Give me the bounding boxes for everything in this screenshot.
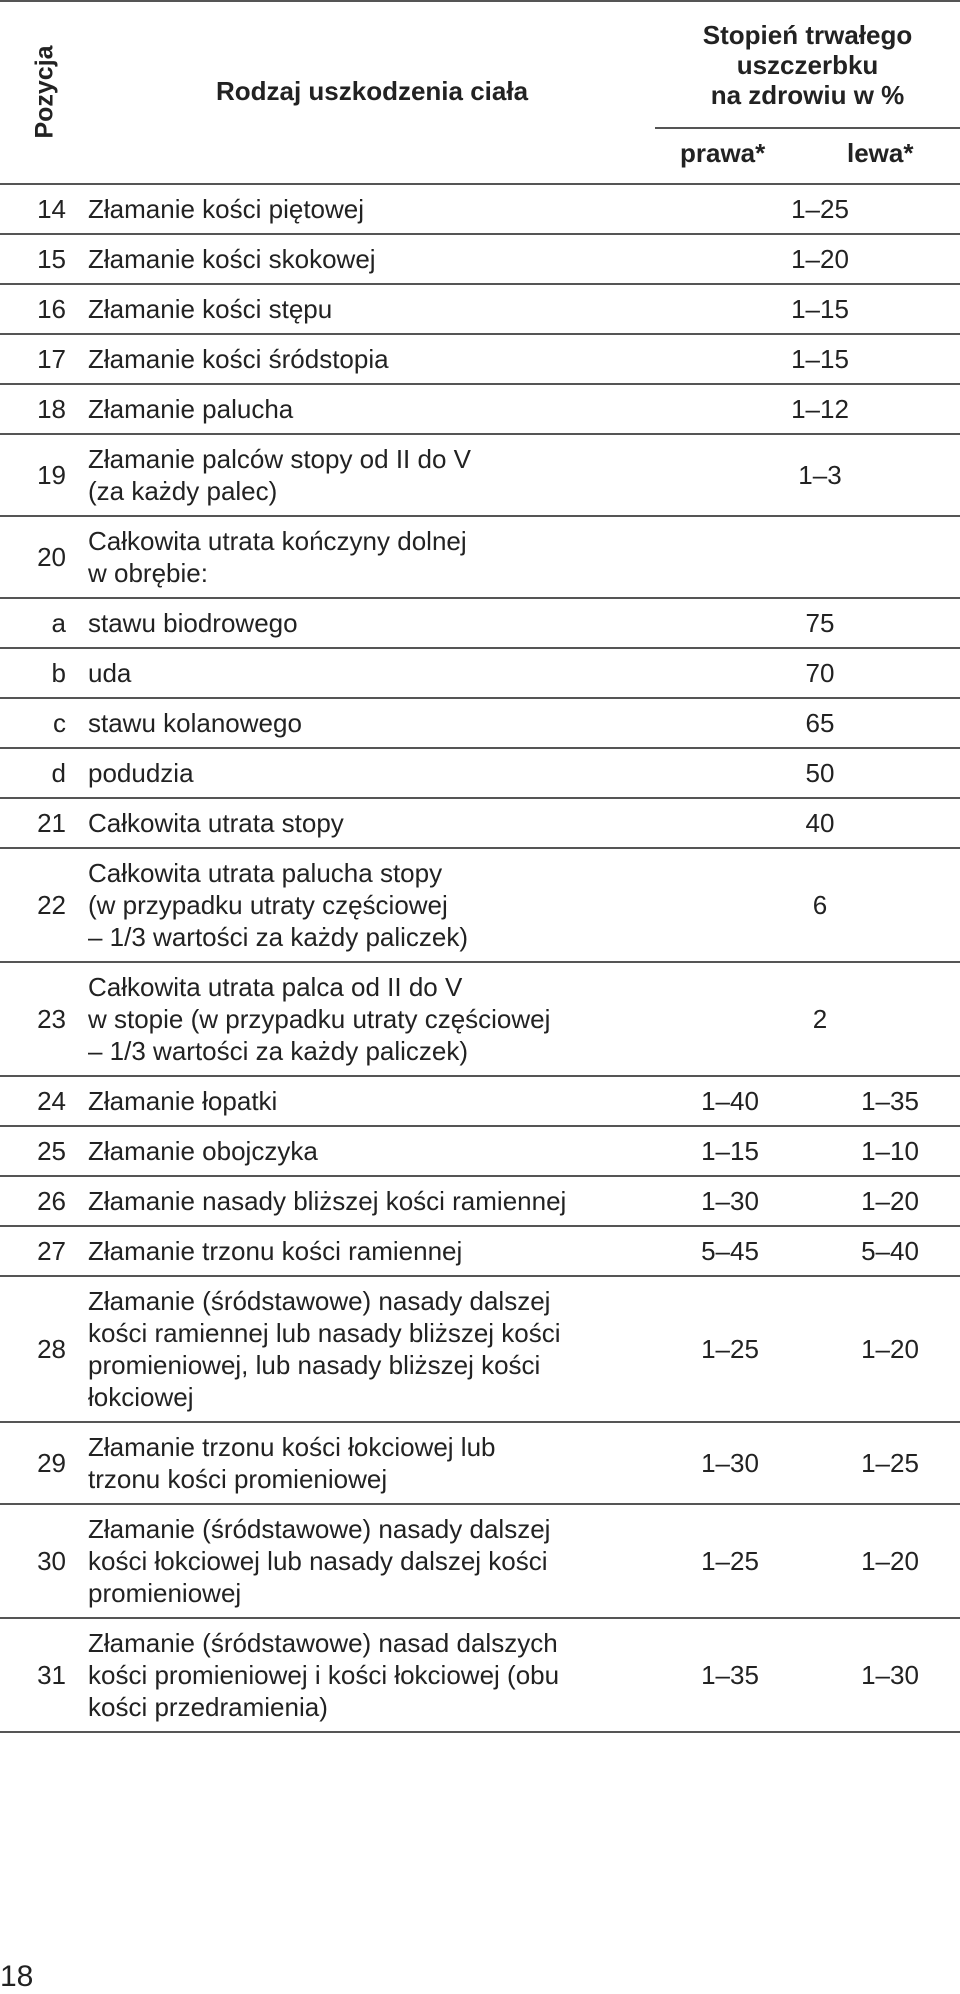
row-description (88, 385, 658, 433)
row-position: 29 (37, 1448, 66, 1478)
row-description (88, 1423, 658, 1503)
right-side-header: prawa* (680, 138, 766, 168)
row-degree: 1–12 (791, 394, 849, 424)
row-position: a (51, 608, 66, 638)
row-position: 19 (37, 460, 66, 490)
row-position: d (51, 758, 66, 788)
row-degree-left: 1–10 (861, 1136, 919, 1166)
row-degree-right: 1–30 (701, 1186, 759, 1216)
row-description (88, 335, 658, 383)
description-line: (za każdy palec) (88, 476, 278, 506)
row-position: 26 (37, 1186, 66, 1216)
table-header (0, 0, 960, 185)
row-position: 21 (37, 808, 66, 838)
description-line: (w przypadku utraty częściowej (88, 890, 448, 920)
degree-header-line: Stopień trwałego (702, 20, 913, 50)
description-line: w obrębie: (88, 558, 208, 588)
description-line: Całkowita utrata palucha stopy (88, 858, 443, 888)
table-row (0, 649, 960, 699)
description-line: – 1/3 wartości za każdy paliczek) (88, 1036, 469, 1066)
table-row (0, 963, 960, 1077)
description-line: Złamanie (śródstawowe) nasad dalszych (88, 1628, 558, 1658)
description-line: Złamanie kości śródstopia (88, 344, 389, 374)
row-degree-right: 1–25 (701, 1546, 759, 1576)
row-position: 24 (37, 1086, 66, 1116)
row-degree: 1–15 (791, 344, 849, 374)
row-position: b (51, 658, 66, 688)
row-description (88, 799, 658, 847)
table-row (0, 1227, 960, 1277)
table-row (0, 599, 960, 649)
row-description (88, 599, 658, 647)
row-position: c (53, 708, 66, 738)
description-line: Złamanie kości piętowej (88, 194, 365, 224)
row-degree: 40 (805, 808, 835, 838)
description-line: Złamanie (śródstawowe) nasady dalszej (88, 1286, 551, 1316)
table-row (0, 385, 960, 435)
row-description (88, 1227, 658, 1275)
row-degree-left: 1–30 (861, 1660, 919, 1690)
row-degree: 2 (812, 1004, 828, 1034)
row-degree-right: 1–35 (701, 1660, 759, 1690)
row-degree-right: 1–25 (701, 1334, 759, 1364)
table-row (0, 1177, 960, 1227)
description-line: stawu kolanowego (88, 708, 302, 738)
row-description (88, 649, 658, 697)
table-row (0, 1423, 960, 1505)
row-degree: 6 (812, 890, 828, 920)
row-description (88, 1077, 658, 1125)
table-row (0, 1127, 960, 1177)
description-line: w stopie (w przypadku utraty częściowej (88, 1004, 551, 1034)
description-line: Złamanie nasady bliższej kości ramiennej (88, 1186, 567, 1216)
row-position: 20 (37, 542, 66, 572)
table-row (0, 699, 960, 749)
table-row (0, 235, 960, 285)
page-number: 18 (0, 1960, 34, 1993)
description-line: Złamanie kości skokowej (88, 244, 376, 274)
row-degree-left: 1–20 (861, 1546, 919, 1576)
row-position: 23 (37, 1004, 66, 1034)
description-line: promieniowej (88, 1578, 242, 1608)
row-description (88, 963, 658, 1075)
row-degree-left: 1–20 (861, 1334, 919, 1364)
table-row (0, 185, 960, 235)
table-body (0, 185, 960, 1733)
description-line: Całkowita utrata kończyny dolnej (88, 526, 467, 556)
description-line: kości ramiennej lub nasady bliższej kości (88, 1318, 561, 1348)
row-degree-right: 1–30 (701, 1448, 759, 1478)
degree-header (655, 20, 960, 110)
table-row (0, 749, 960, 799)
row-degree-left: 1–25 (861, 1448, 919, 1478)
row-position: 17 (37, 344, 66, 374)
description-line: podudzia (88, 758, 194, 788)
degree-header-line: uszczerbku (736, 50, 879, 80)
row-description (88, 435, 658, 515)
row-degree: 65 (805, 708, 835, 738)
row-position: 25 (37, 1136, 66, 1166)
table-row (0, 1277, 960, 1423)
description-line: Złamanie palucha (88, 394, 294, 424)
table-row (0, 799, 960, 849)
header-divider (655, 127, 960, 129)
row-degree-right: 5–45 (701, 1236, 759, 1266)
table-row (0, 1619, 960, 1733)
description-line: Złamanie obojczyka (88, 1136, 318, 1166)
table-row (0, 335, 960, 385)
row-degree: 1–15 (791, 294, 849, 324)
row-degree-right: 1–15 (701, 1136, 759, 1166)
row-description (88, 185, 658, 233)
row-position: 27 (37, 1236, 66, 1266)
row-position: 22 (37, 890, 66, 920)
description-line: kości promieniowej i kości łokciowej (obu (88, 1660, 560, 1690)
description-line: Złamanie trzonu kości łokciowej lub (88, 1432, 496, 1462)
injury-type-header: Rodzaj uszkodzenia ciała (215, 76, 529, 106)
row-degree: 50 (805, 758, 835, 788)
row-description (88, 699, 658, 747)
description-line: promieniowej, lub nasady bliższej kości (88, 1350, 541, 1380)
left-side-header: lewa* (847, 138, 914, 168)
row-degree-left: 5–40 (861, 1236, 919, 1266)
row-degree-left: 1–35 (861, 1086, 919, 1116)
row-description (88, 517, 658, 597)
row-degree-left: 1–20 (861, 1186, 919, 1216)
description-line: uda (88, 658, 132, 688)
description-line: Złamanie łopatki (88, 1086, 278, 1116)
row-description (88, 849, 658, 961)
table-row (0, 517, 960, 599)
row-degree-right: 1–40 (701, 1086, 759, 1116)
description-line: Złamanie kości stępu (88, 294, 333, 324)
position-header-label: Pozycja (30, 45, 59, 139)
row-degree: 70 (805, 658, 835, 688)
row-position: 30 (37, 1546, 66, 1576)
table-row (0, 285, 960, 335)
row-description (88, 285, 658, 333)
position-header (0, 2, 86, 183)
row-position: 14 (37, 194, 66, 224)
row-description (88, 1277, 658, 1421)
description-line: Złamanie palców stopy od II do V (88, 444, 471, 474)
row-description (88, 1619, 658, 1731)
description-line: – 1/3 wartości za każdy paliczek) (88, 922, 469, 952)
description-line: kości przedramienia) (88, 1692, 328, 1722)
row-position: 15 (37, 244, 66, 274)
description-line: Całkowita utrata stopy (88, 808, 344, 838)
row-degree: 1–25 (791, 194, 849, 224)
row-degree: 1–3 (798, 460, 842, 490)
row-description (88, 1127, 658, 1175)
description-line: trzonu kości promieniowej (88, 1464, 388, 1494)
row-degree: 1–20 (791, 244, 849, 274)
row-description (88, 1505, 658, 1617)
row-position: 31 (37, 1660, 66, 1690)
description-line: Całkowita utrata palca od II do V (88, 972, 463, 1002)
table-row (0, 435, 960, 517)
description-line: łokciowej (88, 1382, 194, 1412)
description-line: stawu biodrowego (88, 608, 298, 638)
row-description (88, 1177, 658, 1225)
row-description (88, 749, 658, 797)
description-line: kości łokciowej lub nasady dalszej kości (88, 1546, 548, 1576)
row-position: 18 (37, 394, 66, 424)
description-line: Złamanie (śródstawowe) nasady dalszej (88, 1514, 551, 1544)
row-position: 16 (37, 294, 66, 324)
table-row (0, 1077, 960, 1127)
row-description (88, 235, 658, 283)
row-position: 28 (37, 1334, 66, 1364)
description-line: Złamanie trzonu kości ramiennej (88, 1236, 463, 1266)
degree-header-line: na zdrowiu w % (710, 80, 905, 110)
table-row (0, 849, 960, 963)
table-row (0, 1505, 960, 1619)
row-degree: 75 (805, 608, 835, 638)
